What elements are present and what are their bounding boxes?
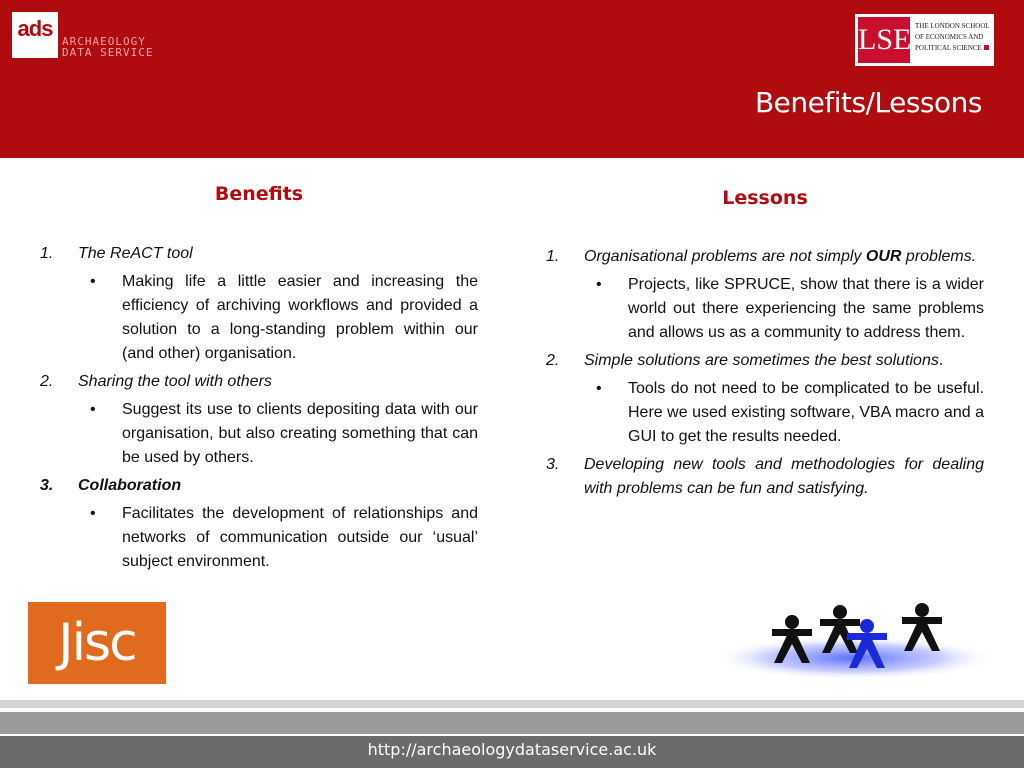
list-item xyxy=(546,349,984,373)
subitem-text: Projects, like SPRUCE, show that there is a wider world out there experiencing the same problems and allows us as a community to address them. xyxy=(628,276,984,341)
footer-band xyxy=(0,712,1024,734)
benefits-heading: Benefits xyxy=(214,183,304,205)
subitem-text: Tools do not need to be complicated to be useful. Here we used existing software, VBA macro and a GUI to get the results needed. xyxy=(628,380,984,445)
list-item xyxy=(40,370,478,394)
list-item-text: Simple solutions are sometimes the best solutions. xyxy=(584,352,944,369)
subitem-text: Suggest its use to clients depositing data with our organisation, but also creating something that can be used by others. xyxy=(122,401,478,466)
subitem-text: Facilitates the development of relationships and networks of communication outside our ‘usual’ subject environment. xyxy=(122,505,478,570)
bullet-icon: • xyxy=(90,505,96,522)
list-subitem xyxy=(546,273,984,345)
list-number: 3. xyxy=(546,456,560,473)
list-number: 2. xyxy=(546,352,560,369)
list-number: 1. xyxy=(40,245,54,262)
list-item-text: Collaboration xyxy=(78,477,182,494)
lse-logo-text: THE LONDON SCHOOL OF ECONOMICS AND POLITICAL SCIENCE xyxy=(915,22,990,52)
list-item-text: Developing new tools and methodologies for dealing with problems can be fun and satisfying. xyxy=(584,456,984,497)
list-item-text: The ReACT tool xyxy=(78,245,193,262)
lse-logo-mark: LSE xyxy=(858,17,910,63)
ads-logo-text: ARCHAEOLOGY DATA SERVICE xyxy=(62,35,154,59)
page-title: Benefits/Lessons xyxy=(754,86,982,119)
bullet-icon: • xyxy=(90,401,96,418)
list-item xyxy=(546,453,984,501)
list-item-text: Organisational problems are not simply OUR problems. xyxy=(584,248,977,265)
people-network-icon xyxy=(712,598,996,686)
list-subitem xyxy=(546,377,984,449)
lse-logo xyxy=(855,14,994,66)
list-item xyxy=(40,242,478,266)
list-item xyxy=(40,474,478,498)
subitem-text: Making life a little easier and increasing the efficiency of archiving workflows and provided a solution to a long-standing problem within our (and other) organisation. xyxy=(122,273,478,362)
header-banner xyxy=(0,0,1024,158)
list-subitem xyxy=(40,270,478,366)
lessons-list xyxy=(546,245,984,505)
footer-divider xyxy=(0,700,1024,708)
list-number: 3. xyxy=(40,477,54,494)
list-number: 1. xyxy=(546,248,560,265)
ads-logo-mark: ads xyxy=(12,12,58,58)
bullet-icon: • xyxy=(596,276,602,293)
list-item-text: Sharing the tool with others xyxy=(78,373,272,390)
benefits-list xyxy=(40,242,478,578)
bullet-icon: • xyxy=(90,273,96,290)
bullet-icon: • xyxy=(596,380,602,397)
footer-url[interactable]: http://archaeologydataservice.ac.uk xyxy=(0,736,1024,768)
list-subitem xyxy=(40,398,478,470)
jisc-logo: Jisc xyxy=(28,602,166,684)
list-item xyxy=(546,245,984,269)
lessons-heading: Lessons xyxy=(722,187,808,209)
list-subitem xyxy=(40,502,478,574)
list-number: 2. xyxy=(40,373,54,390)
